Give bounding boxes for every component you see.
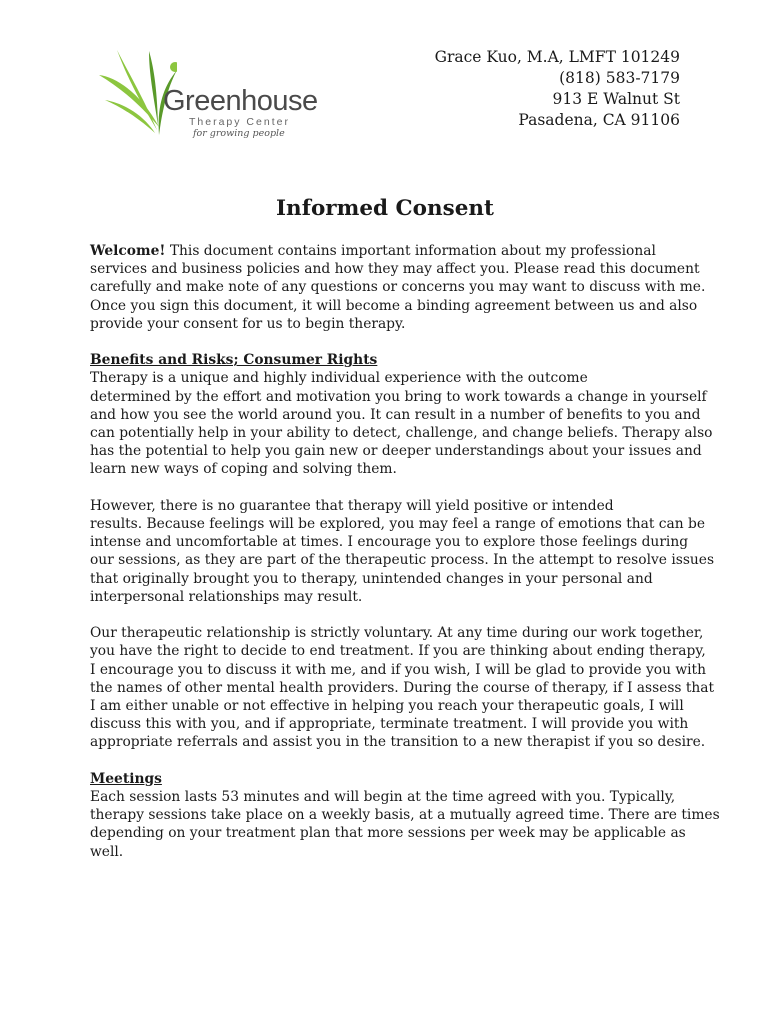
contact-phone: (818) 583-7179 bbox=[559, 69, 680, 87]
paragraph-line: I am either unable or not effective in helping you reach your therapeutic goals, I will bbox=[90, 698, 684, 715]
section-meetings bbox=[90, 770, 720, 861]
contact-city: Pasadena, CA 91106 bbox=[518, 111, 680, 129]
paragraph-line: and how you see the world around you. It can result in a number of benefits to you and bbox=[90, 406, 701, 423]
intro-line: provide your consent for us to begin therapy. bbox=[90, 315, 406, 332]
paragraph-line: you have the right to decide to end treatment. If you are thinking about ending therapy, bbox=[90, 643, 706, 660]
intro-line: carefully and make note of any questions or concerns you may want to discuss with me. bbox=[90, 279, 706, 296]
paragraph-line: the names of other mental health providers. During the course of therapy, if I assess that bbox=[90, 679, 715, 696]
greenhouse-logo bbox=[97, 45, 318, 145]
intro-line: This document contains important information about my professional bbox=[165, 243, 656, 259]
paragraph-line: Our therapeutic relationship is strictly voluntary. At any time during our work together, bbox=[90, 625, 704, 642]
paragraph-line: However, there is no guarantee that therapy will yield positive or intended bbox=[90, 497, 614, 514]
paragraph-line: depending on your treatment plan that more sessions per week may be applicable as bbox=[90, 825, 686, 842]
paragraph-line: learn new ways of coping and solving them. bbox=[90, 461, 397, 478]
intro-line: Once you sign this document, it will become a binding agreement between us and also bbox=[90, 297, 698, 314]
paragraph-line: well. bbox=[90, 843, 124, 860]
logo-tagline: for growing people bbox=[193, 128, 285, 139]
paragraph-line: results. Because feelings will be explored, you may feel a range of emotions that can be bbox=[90, 516, 705, 533]
contact-name: Grace Kuo, M.A, LMFT 101249 bbox=[434, 48, 680, 66]
intro-line: services and business policies and how they may affect you. Please read this document bbox=[90, 261, 700, 278]
logo-name: Greenhouse bbox=[163, 85, 318, 117]
paragraph-line: our sessions, as they are part of the therapeutic process. In the attempt to resolve issues bbox=[90, 552, 715, 569]
document-body bbox=[90, 242, 720, 879]
welcome-lead: Welcome! bbox=[90, 243, 166, 259]
paragraph-line: therapy sessions take place on a weekly basis, at a mutually agreed time. There are times bbox=[90, 807, 720, 824]
paragraph bbox=[90, 497, 715, 606]
document-title: Informed Consent bbox=[276, 196, 494, 221]
section-benefits-risks bbox=[90, 351, 715, 751]
paragraph-line: has the potential to help you gain new or deeper understandings about your issues and bbox=[90, 443, 702, 460]
section-heading: Meetings bbox=[90, 770, 162, 787]
paragraph bbox=[90, 624, 715, 751]
section-heading: Benefits and Risks; Consumer Rights bbox=[90, 352, 378, 369]
paragraph-line: intense and uncomfortable at times. I encourage you to explore those feelings during bbox=[90, 534, 689, 551]
paragraph-line: appropriate referrals and assist you in the transition to a new therapist if you so desire. bbox=[90, 734, 706, 751]
paragraph-line: discuss this with you, and if appropriate, terminate treatment. I will provide you with bbox=[90, 716, 689, 733]
paragraph-line: Each session lasts 53 minutes and will begin at the time agreed with you. Typically, bbox=[90, 789, 676, 806]
paragraph-line: that originally brought you to therapy, unintended changes in your personal and bbox=[90, 570, 653, 587]
logo-subtitle: Therapy Center bbox=[189, 116, 290, 128]
paragraph bbox=[90, 369, 713, 478]
paragraph-line: Therapy is a unique and highly individual experience with the outcome bbox=[90, 370, 588, 387]
contact-block bbox=[435, 47, 680, 131]
contact-street: 913 E Walnut St bbox=[552, 90, 680, 108]
paragraph-line: I encourage you to discuss it with me, and if you wish, I will be glad to provide you with bbox=[90, 661, 706, 678]
paragraph-line: interpersonal relationships may result. bbox=[90, 588, 363, 605]
paragraph-line: determined by the effort and motivation you bring to work towards a change in yourself bbox=[90, 388, 707, 405]
intro-paragraph bbox=[90, 242, 706, 333]
paragraph bbox=[90, 788, 720, 861]
paragraph-line: can potentially help in your ability to detect, challenge, and change beliefs. Therapy also bbox=[90, 425, 713, 442]
